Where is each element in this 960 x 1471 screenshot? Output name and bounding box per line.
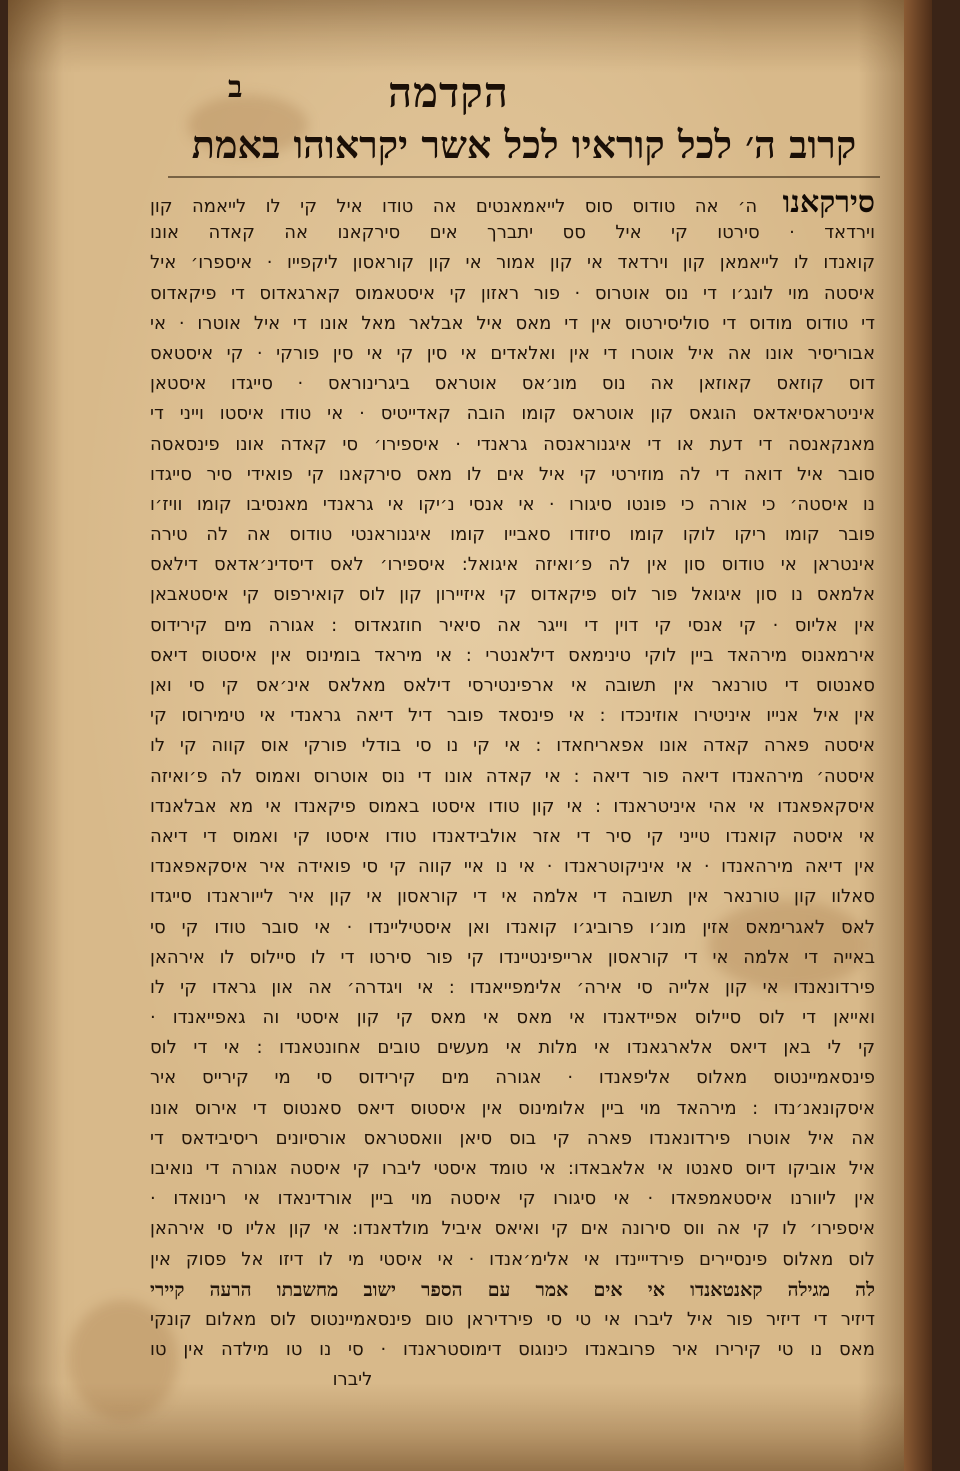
text-line-last: ליברו [332, 1369, 373, 1391]
text-line: איסטה מוי לונג׳ו די נוס אוטרוס · פור ראזון קי איסטאמוס קארגאדוס די פיקאדוס [150, 282, 875, 304]
folio-letter: ב [228, 70, 243, 105]
page-title: הקדמה [388, 68, 509, 117]
text-line: אירמאנוס מירהאד ביין לוקי טינימאס דילאנטרי : אי מיראד בומינוס אין איסטוס דיאס [150, 644, 875, 666]
text-line: ואייאן די לוס סיילוס אפיידאנדו אי מאס אי מאס קי קון איסטי וה גאפייאנדו · [150, 1007, 875, 1029]
text-line: לה מגילה קאנטאנדו אי אים אמר עם הספר ישוב מחשבתו הרעה קיירי [150, 1278, 875, 1301]
text-line: פובר קומו ריקו לוקו קומו סיזודו סאבייו קומו איגנוראנטי טודוס אה לה טירה [150, 524, 875, 546]
body-text [150, 188, 875, 1396]
text-line: איסקונאנ׳נדו : מירהאד מוי ביין אלומינוס אין איסטוס דיאס סאנטוס די אירוס אונו [150, 1097, 875, 1119]
text-line: נו איסטה׳ כי אורה כי פונטו סיגורו · אי אנסי נ׳יקו אי גראנדי מאנסיבו קומו וויז׳ו [150, 493, 875, 515]
text-line: קי לי באן דיאס אלארגאנדו אי מלות אי מעשים טובים אחונטאנדו : אי די לוס [150, 1037, 875, 1059]
text-line: איניטראסיאדאס הוגאס קון אוטראס קומו הובה קאדייטיס · אי טודו איסטו וייני די [150, 403, 875, 425]
text-line: אבוריסיר אונו אה איל אוטרו די אין ואלאדים אי סין קי אי סין פורקי · קי איסטאס [150, 342, 875, 364]
text-line: דוס קוזאס קאוזאן אה נוס מונ׳אס אוטראס ביגרינוראס · סייגדו איסטאן [150, 373, 875, 395]
text-line: אי איסטה קואנדו טייני קי סיר די אזר אולבידאנדו טודו איסטו קי ואמוס די דיאה [150, 825, 875, 847]
text-line: סאלוו קון טורנאר אין תשובה די אלמה אי די קוראסון אי קון איר לייוראנדו סייגדו [150, 886, 875, 908]
text-line: פינסאמיינטוס מאלוס אליפאנדו · אגורה מים קירידוס סי מי קירייס איר [150, 1067, 875, 1089]
text-line: לאס לאגרימאס אזין מונ׳ו פרוביג׳ו קואנדו ואן איסטיליינדו · אי סובר טודו קי סי [150, 916, 875, 938]
text-line: אין דיאה מירהאנדו · אי איניקוטראנדו · אי נו איי קווה קי סי פואידה איר איסקאפאנדו [150, 856, 875, 878]
text-line: סובר איל דואה די לה מוזירטי קי איל אים לו מאס סירקאנו קי פואידי סיר סייגדו [150, 463, 875, 485]
text-line: פירדונאנדו אי קון אלייה סי אירה׳ אלימפייאנדו : אי ויגדרה׳ אה און גראדו קי לו [150, 976, 875, 998]
text-line: אין איל אנייו איניטירו אוזינכדו : אי פינסאד פובר דיל דיאה גראנדי אי טימירוסו קי [150, 705, 875, 727]
text-line: אה איל אוטרו פירדונאנדו פארה קי בוס סיאן וואסטראס אורסיונים ריסיבידאס די [150, 1127, 875, 1149]
text-line: איסטה פארה קאדה אונו אפאריחאדו : אי קי נו סי בודלי פורקי אוס קווה קי לו [150, 735, 875, 757]
text-line: באייה די אלמה אי די קוראסון ארייפינטיינדו קי פור סירטו די לו סיילוס לו אירהאן [150, 946, 875, 968]
page-subtitle: קרוב ה׳ לכל קוראיו לכל אשר יקראוהו באמת [168, 122, 880, 178]
text-line: קואנדו לו לייאמאן קון וירדאד אי קון אמור אי קון קוראסון ליקפייו · איספרו׳ איל [150, 252, 875, 274]
text-line: מאס נו טי קירירו איר פרובאנדו כינוגוס דימוסטראנדו · סי נו טו מילדה אין טו [150, 1339, 875, 1361]
opening-word: סירקאנו [782, 188, 875, 219]
text-line: מאנקאנסה די דעת או די איגנוראנסה גראנדי · איספירו׳ סי קאדה אונו פינסאסה [150, 433, 875, 455]
text-line: לוס מאלוס פינסיירים פירדייינדו אי אלימ׳אנדו · אי איסטי מי לו דיזו אל פסוק אין [150, 1248, 875, 1270]
text-line: אלמאס נו סון איגואל פור לוס פיקאדוס קי איזיירון קון לוס קואירפוס קי איסטאבאן [150, 584, 875, 606]
text-line: אינטראן אי טודוס סון אין לה פ׳ואיזה איגואל: איספירו׳ לאס דיסדינ׳אדאס דילאס [150, 554, 875, 576]
book-binding-edge [904, 0, 932, 1471]
text-line-content: ה׳ אה טודוס סוס לייאמאנטים אה טודו איל קי לו לייאמה קון [150, 196, 758, 217]
text-line: דיזיר די דיזיר פור איל ליברו אי טי סי פירדיראן טום פינסאמיינטוס לוס מאלום קונקי [150, 1308, 875, 1330]
text-line: איל אוביקו דיוס סאנטו אי אלאבאדו: אי טומד איסטי ליברו קי איסטה אגורה די נואיבו [150, 1158, 875, 1179]
text-line: אין אליוס · קי אנסי קי דוין די וייגר אה סיאיר חוזגאדוס : אגורה מים קירידוס [150, 614, 875, 636]
text-line: וירדאד · סירטו קי איל סס יתברך אים סירקאנו אה קאדה אונו [150, 222, 875, 244]
text-line [150, 188, 875, 218]
text-line: איסטה׳ מירהאנדו דיאה פור דיאה : אי קאדה אונו די נוס אוטרוס ואמוס לה פ׳ואיזה [150, 765, 875, 787]
text-line: איסקאפאנדו אי אהי איניטראנדו : אי קון טודו איסטו באמוס פיקאנדו אי מא אבלאנדו [150, 795, 875, 817]
text-line: סאנטוס די טורנאר אין תשובה אי ארפינטירסי דילאס מאלאס אינ׳אס קי סי ואן [150, 675, 875, 696]
text-line: איספירו׳ לו קי אה ווס סירונה אים קי ואיאס איביל מולדאנדו: אי קון אליו סי אירהאן [150, 1218, 875, 1240]
text-line: אין ליוורנו איסטאמפאדו · אי סיגורו קי איסטה מוי ביין אורדינאדו אי רינואדו · [150, 1188, 875, 1210]
text-line: די טודוס מודוס די סוליסירטוס אין די מאס איל אבלאר מאל אונו די איל אוטרו · אי [150, 312, 875, 334]
